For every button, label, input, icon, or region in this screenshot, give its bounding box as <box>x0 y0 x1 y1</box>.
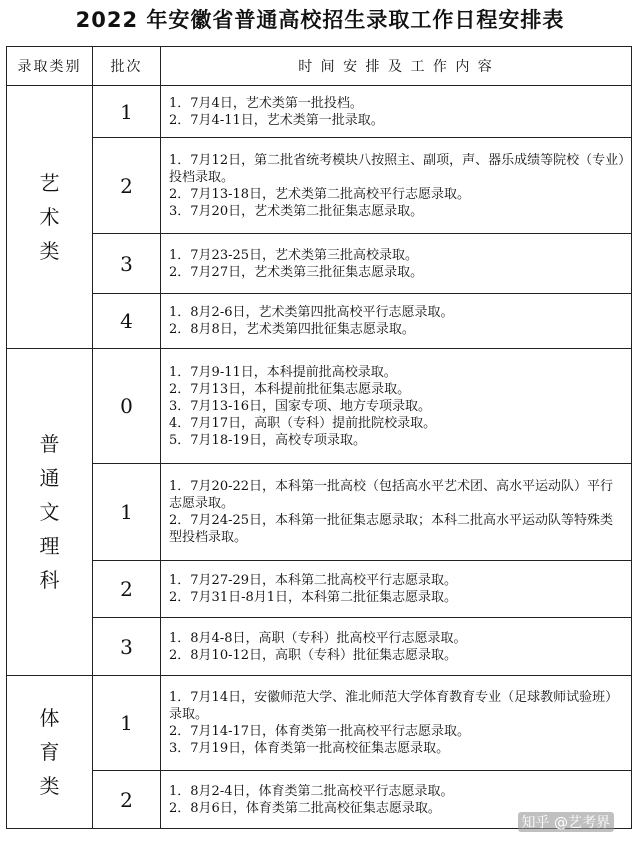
schedule-items <box>161 138 632 234</box>
table-row <box>7 86 632 138</box>
schedule-item: 2．7月31日-8月1日，本科第二批征集志愿录取。 <box>169 590 458 605</box>
schedule-body <box>7 86 632 829</box>
category-sports <box>7 676 93 829</box>
table-row <box>7 234 632 294</box>
batch-number: 4 <box>93 294 161 349</box>
schedule-item: 2．8月8日，艺术类第四批征集志愿录取。 <box>169 322 415 337</box>
schedule-item: 1．7月23-25日，艺术类第三批高校录取。 <box>169 247 419 263</box>
schedule-items <box>161 561 632 618</box>
schedule-item: 2．7月4-11日，艺术类第一批录取。 <box>169 112 384 128</box>
table-row <box>7 138 632 234</box>
category-char: 普 <box>39 432 60 456</box>
category-char: 理 <box>39 534 60 558</box>
batch-number: 1 <box>93 464 161 561</box>
schedule-item: 2．7月27日，艺术类第三批征集志愿录取。 <box>169 264 424 280</box>
table-row <box>7 349 632 464</box>
category-char: 术 <box>39 205 60 229</box>
schedule-item: 1．8月2-6日，艺术类第四批高校平行志愿录取。 <box>169 305 454 320</box>
schedule-table <box>6 46 632 829</box>
schedule-item: 1．7月20-22日，本科第一批高校（包括高水平艺术团、高水平运动队）平行志愿录取。 <box>169 479 614 511</box>
category-char: 艺 <box>39 171 60 195</box>
category-general <box>7 349 93 676</box>
schedule-items <box>161 464 632 561</box>
table-row <box>7 464 632 561</box>
batch-number: 1 <box>93 86 161 138</box>
header-content: 时 间 安 排 及 工 作 内 容 <box>161 47 632 86</box>
schedule-item: 2．8月6日，体育类第二批高校征集志愿录取。 <box>169 800 441 816</box>
schedule-items <box>161 294 632 349</box>
category-char: 通 <box>39 466 60 490</box>
batch-number: 0 <box>93 349 161 464</box>
schedule-item: 2．7月14-17日，体育类第一批高校平行志愿录取。 <box>169 724 471 739</box>
schedule-item: 3．7月19日，体育类第一批高校征集志愿录取。 <box>169 741 450 756</box>
schedule-item: 5．7月18-19日，高校专项录取。 <box>169 432 367 448</box>
category-char: 体 <box>39 706 60 730</box>
category-char: 育 <box>39 740 60 764</box>
schedule-items <box>161 676 632 771</box>
batch-number: 3 <box>93 618 161 676</box>
schedule-item: 2．7月13日，本科提前批征集志愿录取。 <box>169 381 411 397</box>
table-row <box>7 294 632 349</box>
schedule-items <box>161 349 632 464</box>
category-char: 类 <box>39 239 60 263</box>
schedule-item: 1．7月12日，第二批省统考模块八按照主、副项，声、器乐成绩等院校（专业）投档录取。 <box>169 152 625 185</box>
schedule-items <box>161 618 632 676</box>
schedule-item: 1．7月4日，艺术类第一批投档。 <box>169 95 363 111</box>
schedule-items <box>161 86 632 138</box>
schedule-items <box>161 234 632 294</box>
batch-number: 1 <box>93 676 161 771</box>
schedule-item: 4．7月17日，高职（专科）提前批院校录取。 <box>169 415 437 431</box>
schedule-item: 2．7月24-25日，本科第一批征集志愿录取；本科二批高水平运动队等特殊类型投档录取。 <box>169 513 614 545</box>
schedule-item: 3．7月20日，艺术类第二批征集志愿录取。 <box>169 203 424 219</box>
header-batch: 批次 <box>93 47 161 86</box>
schedule-item: 3．7月13-16日，国家专项、地方专项录取。 <box>169 398 432 414</box>
table-row <box>7 618 632 676</box>
table-row <box>7 676 632 771</box>
batch-number: 3 <box>93 234 161 294</box>
table-header-row <box>7 47 632 86</box>
page-title: 2022 年安徽省普通高校招生录取工作日程安排表 <box>75 8 565 32</box>
schedule-item: 1．7月14日，安徽师范大学、淮北师范大学体育教育专业（足球教师试验班）录取。 <box>169 690 619 722</box>
category-char: 类 <box>39 774 60 798</box>
schedule-item: 1．8月2-4日，体育类第二批高校平行志愿录取。 <box>169 783 454 799</box>
schedule-item: 2．8月10-12日，高职（专科）批征集志愿录取。 <box>169 647 458 663</box>
category-char: 科 <box>39 568 60 592</box>
watermark: 知乎 @艺考界 <box>518 812 614 832</box>
category-char: 文 <box>39 500 60 524</box>
batch-number: 2 <box>93 138 161 234</box>
header-category: 录取类别 <box>7 47 93 86</box>
schedule-item: 1．8月4-8日，高职（专科）批高校平行志愿录取。 <box>169 630 467 646</box>
schedule-item: 1．7月9-11日，本科提前批高校录取。 <box>169 364 397 380</box>
schedule-item: 1．7月27-29日，本科第二批高校平行志愿录取。 <box>169 573 458 588</box>
batch-number: 2 <box>93 561 161 618</box>
batch-number: 2 <box>93 771 161 829</box>
table-row <box>7 561 632 618</box>
category-art <box>7 86 93 349</box>
schedule-item: 2．7月13-18日，艺术类第二批高校平行志愿录取。 <box>169 186 471 202</box>
